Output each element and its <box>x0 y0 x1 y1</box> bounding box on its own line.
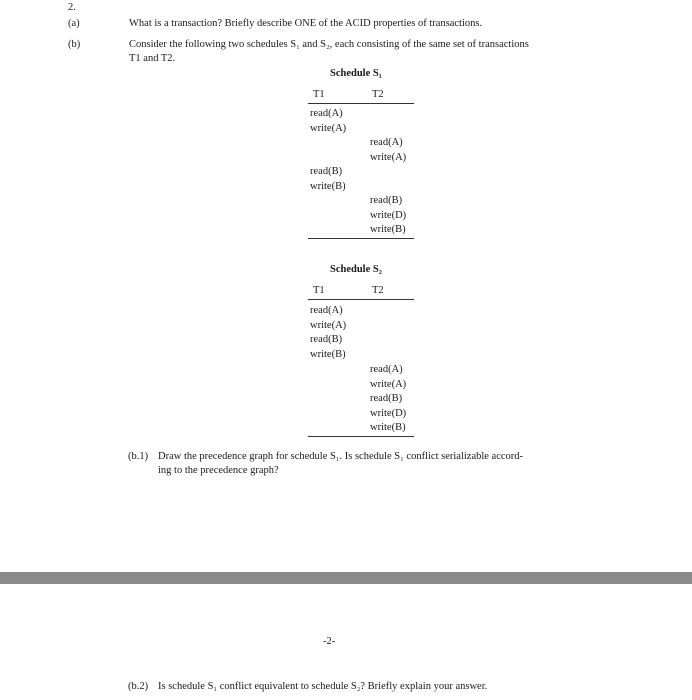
schedule2-t2-op: write(A) <box>370 378 407 390</box>
schedule2-title: Schedule S₂ <box>330 264 382 275</box>
schedule2-bottom-rule <box>308 436 414 437</box>
schedule1-t1-op: read(B) <box>310 166 343 177</box>
schedule2-t1-header: T1 <box>313 285 325 296</box>
question-b1-text-line2: ing to the precedence graph? <box>158 465 279 476</box>
schedule1-t2-header: T2 <box>372 89 384 100</box>
schedule1-t1-ops-group1 <box>310 107 346 136</box>
part-b-text-line2: T1 and T2. <box>129 53 176 64</box>
schedule1-t2-op: write(A) <box>370 151 407 163</box>
schedule2-t2-ops <box>370 363 406 436</box>
schedule2-t2-header: T2 <box>372 285 384 296</box>
question-b2-label: (b.2) <box>128 681 149 692</box>
question-b1-label: (b.1) <box>128 451 149 462</box>
schedule1-t2-ops-group1 <box>370 136 406 165</box>
schedule1-title: Schedule S₁ <box>330 68 382 79</box>
schedule1-header-rule <box>308 103 414 104</box>
schedule1-t1-op: write(A) <box>310 122 347 134</box>
schedule1-t2-ops-group2 <box>370 194 406 238</box>
schedule2-t2-op: read(A) <box>370 364 403 375</box>
schedule2-header-rule <box>308 299 414 300</box>
schedule2-t1-op: write(B) <box>310 348 346 360</box>
schedule2-t2-op: read(B) <box>370 393 403 405</box>
schedule1-t1-header: T1 <box>313 89 325 100</box>
schedule1-t1-op: read(A) <box>310 108 343 119</box>
schedule1-t2-op: read(B) <box>370 195 403 206</box>
schedule1-t2-op: write(B) <box>370 224 406 236</box>
page-number: -2- <box>323 636 336 647</box>
question-b2-text: Is schedule S₁ conflict equivalent to schedule S₂? Briefly explain your answer. <box>158 681 488 692</box>
schedule1-t2-op: write(D) <box>370 209 407 221</box>
schedule1-bottom-rule <box>308 238 414 239</box>
schedule1-t1-op: write(B) <box>310 180 346 192</box>
schedule1-t2-op: read(A) <box>370 137 403 148</box>
part-a-label: (a) <box>68 18 80 29</box>
schedule2-t2-op: write(D) <box>370 407 407 419</box>
schedule2-t1-op: read(A) <box>310 305 343 316</box>
page-divider <box>0 572 692 584</box>
schedule1-t1-ops-group2 <box>310 165 346 194</box>
schedule2-t1-op: write(A) <box>310 319 347 331</box>
question-number: 2. <box>68 2 76 13</box>
question-b1-text-line1: Draw the precedence graph for schedule S₁. Is schedule S₁ conflict serializable accord- <box>158 451 524 462</box>
schedule2-t2-op: write(B) <box>370 422 406 434</box>
schedule2-t1-ops <box>310 304 346 362</box>
part-a-text: What is a transaction? Briefly describe ONE of the ACID properties of transactions. <box>129 18 483 29</box>
schedule2-t1-op: read(B) <box>310 334 343 346</box>
part-b-text-line1: Consider the following two schedules S₁ and S₂, each consisting of the same set of transactions <box>129 39 529 50</box>
part-b-label: (b) <box>68 39 81 50</box>
